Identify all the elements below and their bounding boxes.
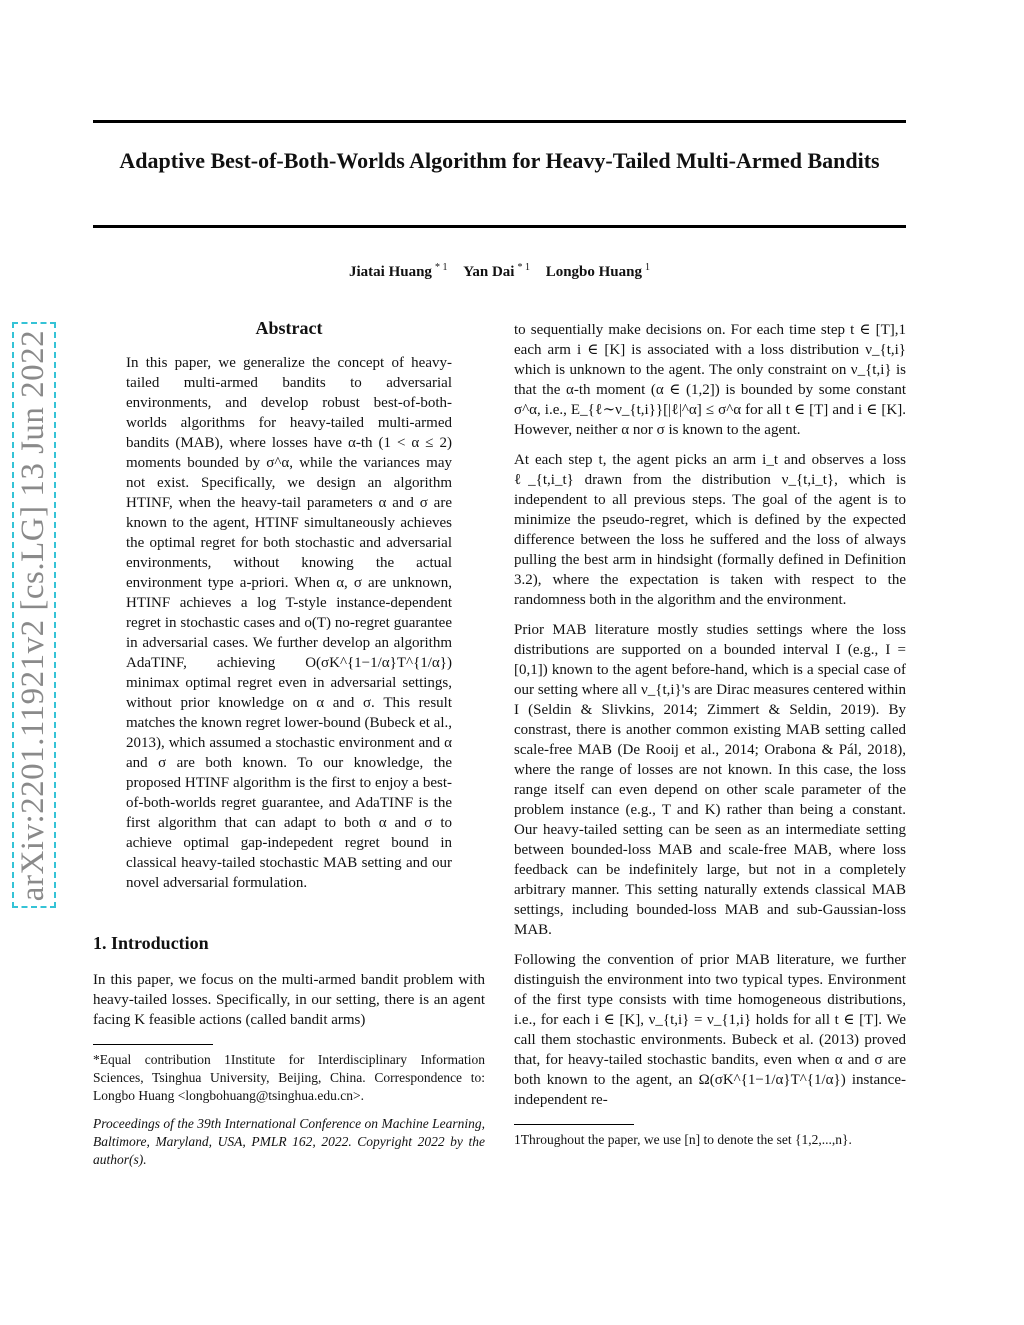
body-paragraph: Prior MAB literature mostly studies settings where the loss distributions are supported on a bounded interval I (e.g., I = [0,1]) known to the agent before-hand, which is a special case of our setting where all ν_{t,i}'s are Dirac measures centered within I (Seldin & Slivkins, 2014; Zimmert & Seldin, 2019). By constrast, there is another common existing MAB setting called scale-free MAB (De Rooij et al., 2014; Orabona & Pál, 2018), where the range of losses are not known. In this case, the loss range itself can even depend on other scale parameter of the problem instance (e.g., T and K) rather than being a constant. Our heavy-tailed setting can be seen as an intermediate setting between bounded-loss MAB and scale-free MAB, where loss feedback can be indefinitely large, but not in a completely arbitrary manner. This setting naturally extends classical MAB settings, including bounded-loss MAB and sub-Gaussian-loss MAB. <box>514 622 906 938</box>
author-list <box>93 262 906 281</box>
affiliation-footnote: *Equal contribution 1Institute for Interdisciplinary Information Sciences, Tsinghua University, Beijing, China. Correspondence to: Longbo Huang <longbohuang@tsinghua.edu.cn>. <box>93 1052 485 1103</box>
arxiv-id: arXiv:2201.11921v2 [cs.LG] 13 Jun 2022 <box>15 329 52 901</box>
right-column <box>514 320 906 1159</box>
arxiv-stamp[interactable] <box>12 322 56 908</box>
author: Longbo Huang $^1$ <box>545 262 650 280</box>
body-paragraph: At each step t, the agent picks an arm i_t and observes a loss ℓ_{t,i_t} drawn from the distribution ν_{t,i_t}, which is independent to all previous steps. The goal of the agent is to minimize the pseudo-regret, which is defined by the expected difference between the loss he suffered and the loss of always pulling the best arm in hindsight (formally defined in Definition 3.2), where the expectation is taken with respect to the randomness both in the algorithm and the environment. <box>514 452 906 608</box>
author: Jiatai Huang $^{* 1}$ <box>349 262 448 280</box>
footnote-rule <box>514 1124 634 1125</box>
section-heading: 1. Introduction <box>93 933 209 953</box>
title-top-rule <box>93 120 906 123</box>
footnote-rule <box>93 1044 213 1045</box>
notation-footnote: 1Throughout the paper, we use [n] to denote the set {1,2,...,n}. <box>514 1132 852 1147</box>
paper-title: Adaptive Best-of-Both-Worlds Algorithm for Heavy-Tailed Multi-Armed Bandits <box>119 148 880 173</box>
author: Yan Dai $^{* 1}$ <box>463 262 530 280</box>
title-bottom-rule <box>93 225 906 228</box>
proceedings-note: Proceedings of the 39th International Conference on Machine Learning, Baltimore, Maryland, USA, PMLR 162, 2022. Copyright 2022 by the author(s). <box>93 1116 485 1167</box>
body-paragraph: Following the convention of prior MAB literature, we further distinguish the environment into two typical types. Environment of the first type consists with time homogeneous distributions, i.e., for each i ∈ [K], ν_{t,i} = ν_{1,i} holds for all t ∈ [T]. We call them stochastic environments. Bubeck et al. (2013) proved that, for heavy-tailed stochastic bandits, even when α and σ are both known to the agent, an Ω(σK^{1−1/α}T^{1/α}) instance-independent re- <box>514 952 906 1108</box>
left-column <box>93 318 485 1179</box>
body-paragraph: to sequentially make decisions on. For each time step t ∈ [T],1 each arm i ∈ [K] is associated with a loss distribution ν_{t,i} which is unknown to the agent. The only constraint on ν_{t,i} is that the α-th moment (α ∈ (1,2]) is bounded by some constant σ^α, i.e., E_{ℓ∼ν_{t,i}}[|ℓ|^α] ≤ σ^α for all t ∈ [T] and i ∈ [K]. However, neither α nor σ is known to the agent. <box>514 322 906 438</box>
abstract-body: In this paper, we generalize the concept of heavy-tailed multi-armed bandits to adversarial environments, and develop robust best-of-both-worlds algorithms for heavy-tailed multi-armed bandits (MAB), where losses have α-th (1 < α ≤ 2) moments bounded by σ^α, while the variances may not exist. Specifically, we design an algorithm HTINF, when the heavy-tail parameters α and σ are known to the agent, HTINF simultaneously achieves the optimal regret for both stochastic and adversarial environments, without knowing the actual environment type a-priori. When α, σ are unknown, HTINF achieves a log T-style instance-dependent regret in stochastic cases and o(T) no-regret guarantee in adversarial cases. We further develop an algorithm AdaTINF, achieving O(σK^{1−1/α}T^{1/α}) minimax optimal regret even in adversarial settings, without prior knowledge on α and σ. This result matches the known regret lower-bound (Bubeck et al., 2013), which assumed a stochastic environment and α and σ are both known. To our knowledge, the proposed HTINF algorithm is the first to enjoy a best-of-both-worlds regret guarantee, and AdaTINF is the first algorithm that can adapt to both α and σ to achieve optimal gap-indepedent regret bound in classical heavy-tailed stochastic MAB setting and our novel adversarial formulation. <box>126 355 452 891</box>
intro-paragraph: In this paper, we focus on the multi-armed bandit problem with heavy-tailed losses. Specifically, in our setting, there is an agent facing K feasible actions (called bandit arms) <box>93 972 485 1028</box>
abstract-heading: Abstract <box>255 318 323 338</box>
